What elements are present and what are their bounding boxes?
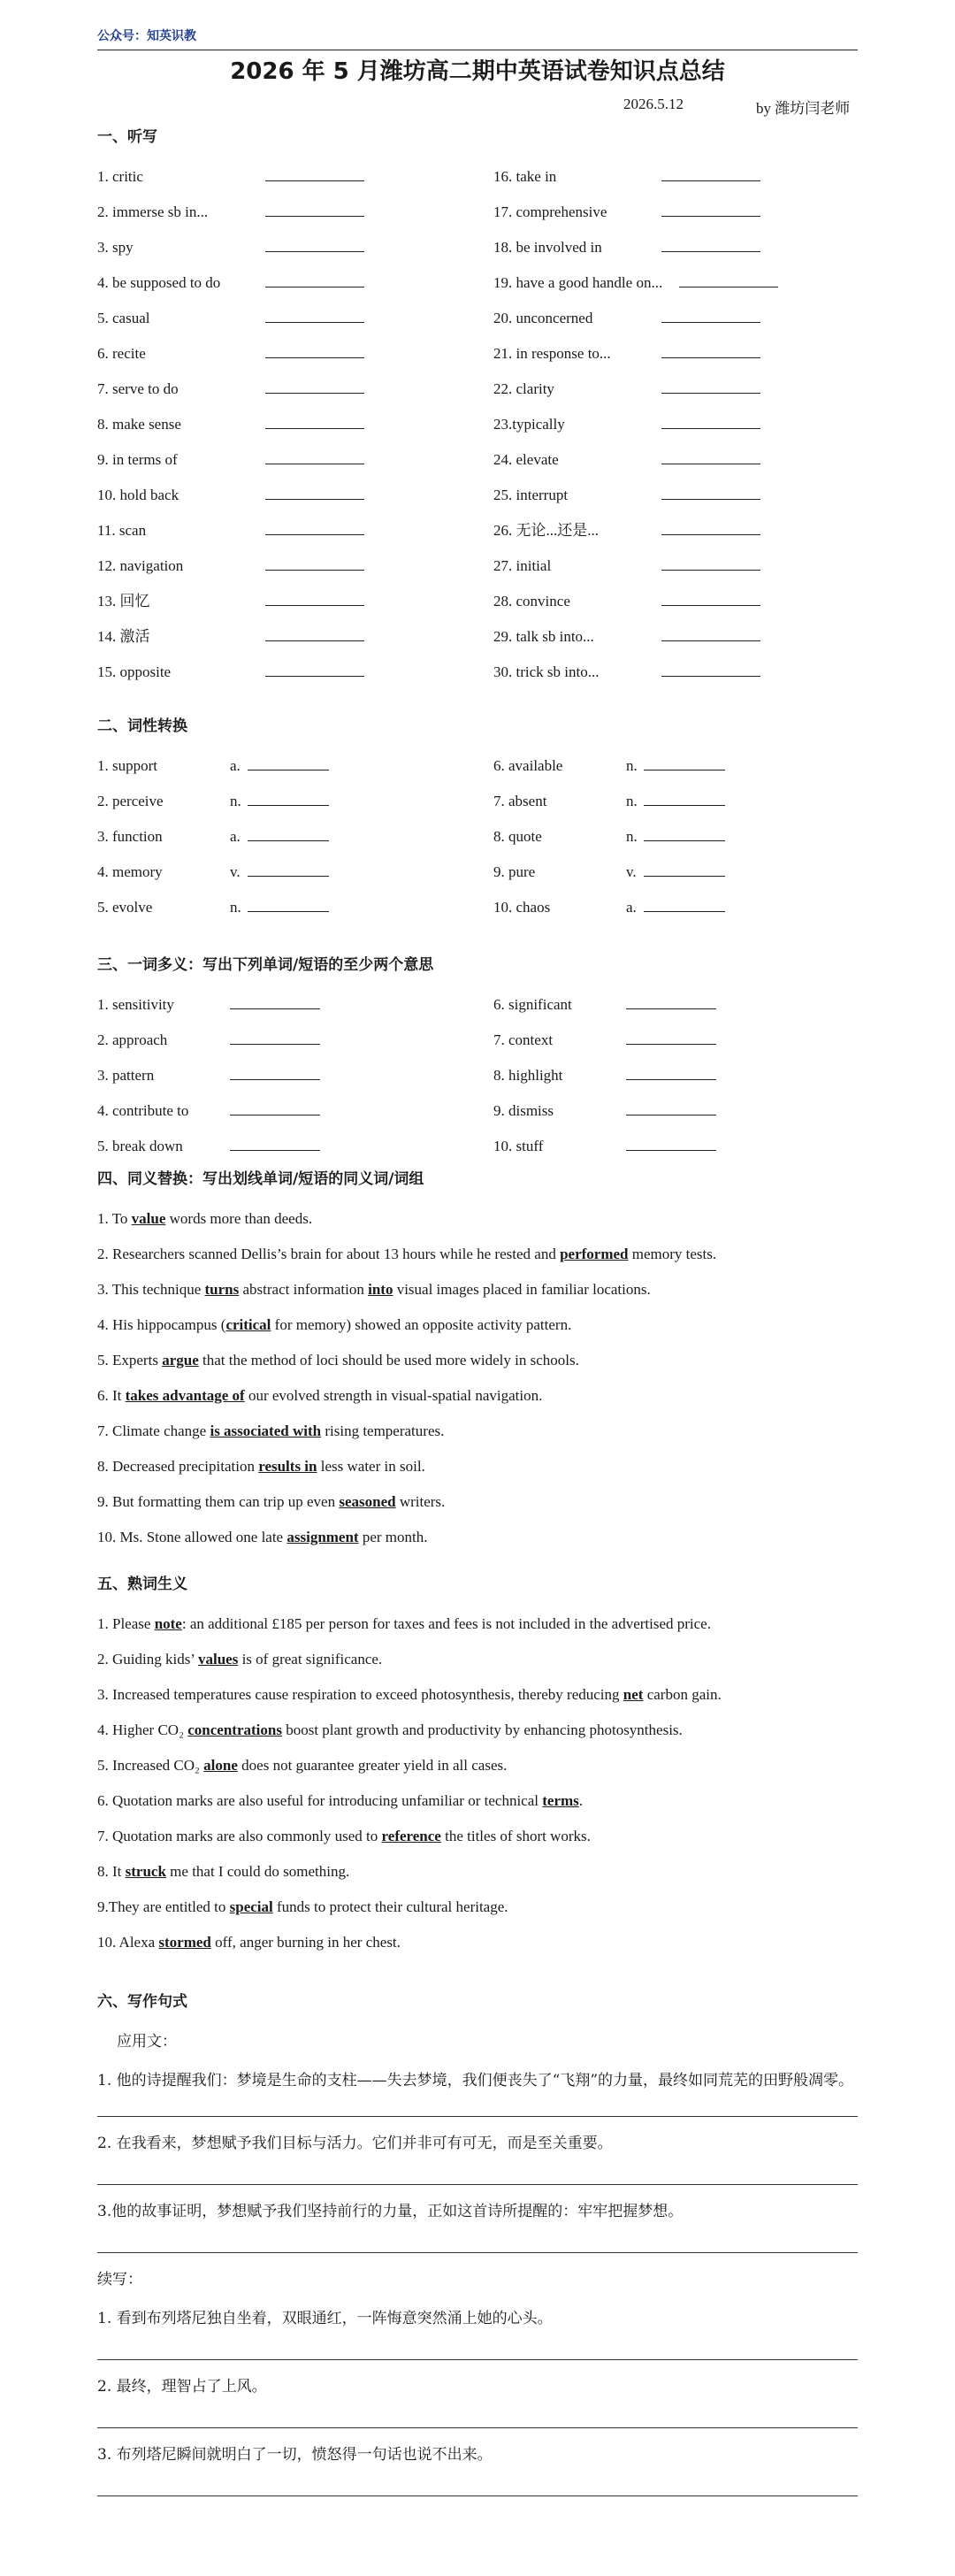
answer-blank[interactable] [661,619,760,655]
answer-blank[interactable] [679,265,778,301]
part-of-speech-label: a. [230,828,241,845]
sentence-text: words more than deeds. [165,1210,313,1227]
answer-blank[interactable] [661,655,760,690]
word-form-item: 6. available [493,757,563,774]
polysemy-row [97,1023,858,1058]
sentence-text: abstract information [239,1281,369,1298]
underlined-target-word: special [229,1898,273,1915]
sentence-text: that the method of loci should be used more widely in schools. [198,1352,579,1368]
dictation-item: 9. in terms of [97,451,178,468]
section-title: 二、词性转换 [97,717,187,735]
polysemy-row [97,1129,858,1164]
answer-blank[interactable] [626,1093,716,1129]
section-title: 四、同义替换：写出划线单词/短语的同义词/词组 [97,1170,424,1188]
polysemy-row [97,987,858,1023]
underlined-target-word: struck [125,1863,166,1880]
answer-blank[interactable] [265,195,364,230]
dictation-item: 21. in response to... [493,345,611,362]
page-title: 2026 年 5 月潍坊高二期中英语试卷知识点总结 [230,58,725,85]
answer-blank[interactable] [265,655,364,690]
dictation-row [97,230,858,265]
synonym-sentence [97,1414,858,1449]
sentence-text: writers. [395,1493,446,1510]
dictation-row [97,159,858,195]
synonym-sentence [97,1378,858,1414]
sentence-text: for memory) showed an opposite activity pattern. [271,1316,572,1333]
dictation-item: 12. navigation [97,557,184,574]
answer-blank[interactable] [644,890,725,925]
word-form-list [97,748,858,925]
sentence-text: carbon gain. [643,1686,722,1703]
sentence-text: less water in soil. [317,1458,425,1475]
dictation-item: 23.typically [493,416,565,433]
polysemy-item: 10. stuff [493,1138,544,1154]
answer-blank[interactable] [644,784,725,819]
new-meaning-sentence [97,1783,858,1819]
answer-blank[interactable] [265,619,364,655]
polysemy-item: 1. sensitivity [97,996,174,1013]
dictation-row [97,372,858,407]
continuation-writing-list [97,2301,858,2496]
word-form-item: 5. evolve [97,899,153,916]
dictation-item: 17. comprehensive [493,203,607,220]
sentence-text: 10. Alexa [97,1934,159,1951]
dictation-item: 19. have a good handle on... [493,274,663,291]
synonym-sentence [97,1484,858,1520]
dictation-item: 18. be involved in [493,239,602,256]
answer-blank[interactable] [661,159,760,195]
underlined-target-word: argue [162,1352,199,1368]
answer-blank[interactable] [265,442,364,478]
new-meaning-sentence [97,1854,858,1890]
sentence-text: 1. Please [97,1615,155,1632]
underlined-target-word: stormed [158,1934,211,1951]
answer-blank[interactable] [661,301,760,336]
answer-blank[interactable] [661,513,760,548]
part-of-speech-label: n. [230,899,241,916]
answer-blank[interactable] [265,159,364,195]
sentence-text: rising temperatures. [321,1422,445,1439]
word-form-item: 3. function [97,828,163,845]
section-synonyms [97,1166,858,1555]
underlined-target-word: performed [560,1246,629,1262]
sentence-text: 3. Increased temperatures cause respiration to exceed photosynthesis, thereby reducing [97,1686,623,1703]
sentence-text: 8. Decreased precipitation [97,1458,259,1475]
dictation-item: 7. serve to do [97,380,179,397]
answer-blank[interactable] [230,987,320,1023]
answer-line[interactable] [97,2116,858,2117]
sentence-text: 6. It [97,1387,126,1404]
answer-blank[interactable] [230,1023,320,1058]
underlined-target-word: terms [542,1792,579,1809]
sentence-text: our evolved strength in visual-spatial navigation. [244,1387,543,1404]
new-meaning-sentence [97,1819,858,1854]
answer-blank[interactable] [265,513,364,548]
dictation-item: 22. clarity [493,380,554,397]
answer-line[interactable] [97,2359,858,2360]
answer-blank[interactable] [248,890,329,925]
new-meaning-sentence [97,1677,858,1713]
answer-blank[interactable] [661,230,760,265]
part-of-speech-label: n. [626,828,638,845]
new-meaning-sentence [97,1925,858,1960]
practical-writing-label: 应用文： [117,2033,177,2051]
word-form-row [97,890,858,925]
answer-blank[interactable] [265,336,364,372]
sentence-text: 7. Quotation marks are also commonly used to [97,1828,382,1844]
answer-blank[interactable] [265,372,364,407]
word-form-item: 8. quote [493,828,542,845]
underlined-target-word: critical [225,1316,271,1333]
sentence-text: memory tests. [628,1246,717,1262]
polysemy-item: 7. context [493,1031,554,1048]
part-of-speech-label: v. [626,863,637,880]
word-form-item: 2. perceive [97,793,164,809]
underlined-target-word: assignment [286,1529,359,1545]
dictation-row [97,407,858,442]
answer-blank[interactable] [661,195,760,230]
translation-prompt: 1. 看到布列塔尼独自坐着，双眼通红，一阵悔意突然涌上她的心头。 [97,2310,553,2327]
word-form-item: 7. absent [493,793,547,809]
translation-prompt: 3. 布列塔尼瞬间就明白了一切，愤怒得一句话也说不出来。 [97,2446,493,2464]
dictation-row [97,442,858,478]
new-meaning-sentence [97,1713,858,1748]
dictation-item: 3. spy [97,239,134,256]
dictation-item: 24. elevate [493,451,559,468]
sentence-text: me that I could do something. [165,1863,350,1880]
sentence-text: boost plant growth and productivity by enhancing photosynthesis. [281,1721,683,1738]
new-meaning-sentence [97,1890,858,1925]
dictation-item: 29. talk sb into... [493,628,594,645]
author-label: by 潍坊闫老师 [756,100,851,117]
practical-writing-list [97,2063,858,2253]
answer-blank[interactable] [661,584,760,619]
dictation-item: 8. make sense [97,416,181,433]
dictation-row [97,195,858,230]
part-of-speech-label: a. [626,899,637,916]
answer-blank[interactable] [230,1129,320,1164]
dictation-row [97,478,858,513]
synonym-sentence [97,1343,858,1378]
answer-blank[interactable] [661,442,760,478]
new-meaning-sentence-list [97,1606,858,1960]
translation-prompt: 2. 最终，理智占了上风。 [97,2378,267,2396]
section-title: 三、一词多义：写出下列单词/短语的至少两个意思 [97,956,434,974]
word-form-item: 1. support [97,757,157,774]
dictation-item: 11. scan [97,522,147,539]
dictation-row [97,548,858,584]
sentence-text: does not guarantee greater yield in all cases. [237,1757,508,1774]
answer-blank[interactable] [248,784,329,819]
answer-blank[interactable] [230,1058,320,1093]
answer-blank[interactable] [626,1023,716,1058]
continuation-writing-label: 续写： [97,2271,142,2288]
answer-blank[interactable] [265,407,364,442]
word-form-item: 4. memory [97,863,163,880]
dictation-item: 20. unconcerned [493,310,593,326]
word-form-item: 9. pure [493,863,536,880]
section-dictation [97,124,858,690]
section-writing-patterns [97,1989,858,2505]
sentence-text: per month. [358,1529,428,1545]
underlined-target-word: net [623,1686,644,1703]
part-of-speech-label: v. [230,863,241,880]
underlined-target-word: value [131,1210,166,1227]
underlined-target-word: concentrations [187,1721,282,1738]
section-title: 五、熟词生义 [97,1576,187,1593]
polysemy-item: 6. significant [493,996,572,1013]
answer-blank[interactable] [265,548,364,584]
sentence-text: 5. Increased CO₂ [97,1757,204,1774]
underlined-target-word: alone [203,1757,238,1774]
dictation-row [97,619,858,655]
translation-prompt: 3.他的故事证明，梦想赋予我们坚持前行的力量，正如这首诗所提醒的：牢牢把握梦想。 [97,2203,684,2220]
word-form-row [97,855,858,890]
dictation-item: 16. take in [493,168,557,185]
synonym-sentence [97,1520,858,1555]
answer-blank[interactable] [626,1129,716,1164]
underlined-target-word: takes advantage of [125,1387,245,1404]
dictation-item: 1. critic [97,168,143,185]
dictation-item: 4. be supposed to do [97,274,221,291]
sentence-text: 9.They are entitled to [97,1898,230,1915]
answer-line[interactable] [97,2427,858,2428]
sentence-text: 5. Experts [97,1352,163,1368]
sentence-text: 2. Guiding kids’ [97,1651,198,1668]
answer-blank[interactable] [248,855,329,890]
sentence-text: 1. To [97,1210,132,1227]
answer-blank[interactable] [265,230,364,265]
answer-blank[interactable] [661,336,760,372]
section-familiar-words-new-meanings [97,1571,858,1960]
word-form-row [97,748,858,784]
underlined-target-word: is associated with [210,1422,322,1439]
word-form-item: 10. chaos [493,899,551,916]
sentence-text: the titles of short works. [440,1828,591,1844]
underlined-target-word: results in [258,1458,317,1475]
answer-line[interactable] [97,2184,858,2185]
sentence-text: funds to protect their cultural heritage. [272,1898,508,1915]
dictation-row [97,655,858,690]
dictation-item: 15. opposite [97,663,172,680]
answer-blank[interactable] [644,748,725,784]
synonym-sentence [97,1449,858,1484]
polysemy-item: 9. dismiss [493,1102,554,1119]
dictation-item: 28. convince [493,593,570,610]
answer-blank[interactable] [661,548,760,584]
answer-line[interactable] [97,2252,858,2253]
underlined-target-word: values [197,1651,239,1668]
dictation-row [97,513,858,548]
dictation-row [97,301,858,336]
date-label: 2026.5.12 [623,96,684,112]
answer-blank[interactable] [644,819,725,855]
part-of-speech-label: n. [626,757,638,774]
polysemy-row [97,1093,858,1129]
sentence-text: . [578,1792,584,1809]
answer-blank[interactable] [265,478,364,513]
dictation-row [97,584,858,619]
word-form-row [97,819,858,855]
sentence-text: 4. His hippocampus ( [97,1316,226,1333]
section-polysemy [97,952,858,1164]
polysemy-row [97,1058,858,1093]
sentence-text: 2. Researchers scanned Dellis’s brain for about 13 hours while he rested and [97,1246,561,1262]
dictation-item: 25. interrupt [493,487,569,503]
section-title: 一、听写 [97,128,157,146]
underlined-target-word: note [154,1615,182,1632]
translation-prompt: 1. 他的诗提醒我们：梦境是生命的支柱——失去梦境，我们便丧失了“飞翔”的力量，最终如同荒芜的田野般凋零。 [97,2072,854,2089]
polysemy-item: 5. break down [97,1138,183,1154]
answer-blank[interactable] [248,819,329,855]
synonym-sentence [97,1237,858,1272]
answer-blank[interactable] [626,1058,716,1093]
translation-prompt: 2. 在我看来，梦想赋予我们目标与活力。它们并非可有可无，而是至关重要。 [97,2135,613,2152]
dictation-item: 6. recite [97,345,146,362]
sentence-text: 4. Higher CO₂ [97,1721,188,1738]
section-word-forms [97,713,858,925]
answer-blank[interactable] [661,407,760,442]
part-of-speech-label: a. [230,757,241,774]
underlined-target-word: reference [381,1828,441,1844]
word-form-row [97,784,858,819]
underlined-target-word: seasoned [339,1493,396,1510]
dictation-item: 26. 无论...还是... [493,522,599,539]
answer-blank[interactable] [248,748,329,784]
dictation-item: 30. trick sb into... [493,663,600,680]
dictation-row [97,265,858,301]
part-of-speech-label: n. [626,793,638,809]
underlined-target-word: turns [204,1281,240,1298]
new-meaning-sentence [97,1642,858,1677]
underlined-target-word: into [368,1281,393,1298]
polysemy-item: 2. approach [97,1031,168,1048]
answer-blank[interactable] [265,265,364,301]
dictation-item: 10. hold back [97,487,180,503]
synonym-sentence [97,1307,858,1343]
polysemy-item: 8. highlight [493,1067,563,1084]
new-meaning-sentence [97,1606,858,1642]
sentence-text: 10. Ms. Stone allowed one late [97,1529,287,1545]
synonym-sentence-list [97,1201,858,1555]
part-of-speech-label: n. [230,793,241,809]
polysemy-list [97,987,858,1164]
dictation-list [97,159,858,690]
sentence-text: is of great significance. [238,1651,383,1668]
worksheet-page [97,0,858,2576]
answer-blank[interactable] [644,855,725,890]
answer-blank[interactable] [265,584,364,619]
sentence-text: 6. Quotation marks are also useful for introducing unfamiliar or technical [97,1792,543,1809]
dictation-item: 27. initial [493,557,552,574]
sentence-text: 9. But formatting them can trip up even [97,1493,340,1510]
sentence-text: 7. Climate change [97,1422,210,1439]
dictation-item: 5. casual [97,310,150,326]
wechat-account-label: 公众号：知英识教 [97,29,196,43]
sentence-text: 8. It [97,1863,126,1880]
dictation-item: 13. 回忆 [97,593,150,610]
dictation-row [97,336,858,372]
dictation-item: 14. 激活 [97,628,150,645]
answer-blank[interactable] [661,372,760,407]
answer-blank[interactable] [661,478,760,513]
section-title: 六、写作句式 [97,1993,187,2011]
synonym-sentence [97,1201,858,1237]
polysemy-item: 3. pattern [97,1067,155,1084]
answer-blank[interactable] [230,1093,320,1129]
sentence-text: : an additional £185 per person for taxes and fees is not included in the advertised price. [181,1615,711,1632]
dictation-item: 2. immerse sb in... [97,203,209,220]
answer-blank[interactable] [626,987,716,1023]
sentence-text: 3. This technique [97,1281,205,1298]
synonym-sentence [97,1272,858,1307]
sentence-text: off, anger burning in her chest. [210,1934,401,1951]
polysemy-item: 4. contribute to [97,1102,189,1119]
answer-blank[interactable] [265,301,364,336]
new-meaning-sentence [97,1748,858,1783]
sentence-text: visual images placed in familiar locations. [393,1281,651,1298]
